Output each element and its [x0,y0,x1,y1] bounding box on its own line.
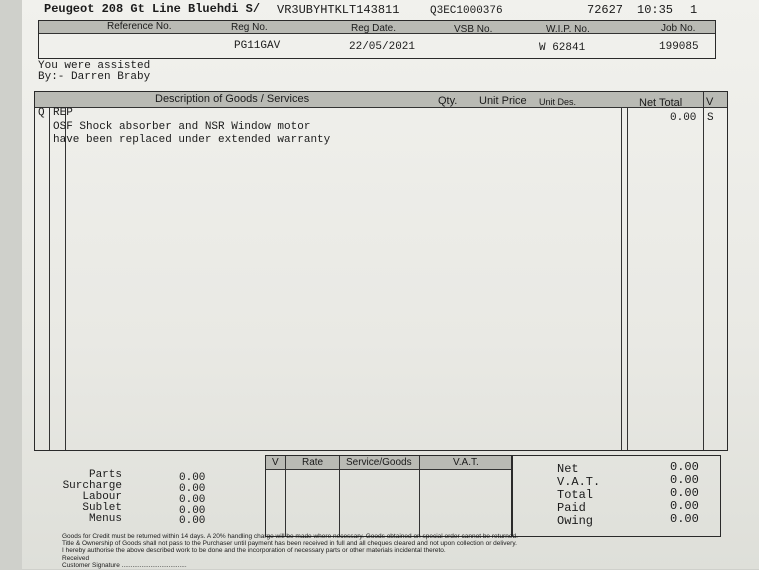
paid-label: Paid [557,501,586,515]
qty-header: Qty. [438,95,458,107]
desc-header: Description of Goods / Services [155,93,310,105]
unit-des-header: Unit Des. [539,97,577,107]
parts-label: Parts [88,469,122,481]
footer-terms-3: I hereby authorise the above described work to be done and the incorporation of necessary parts or other materials incidental thereto. [62,547,446,554]
vat-value: 0.00 [670,473,699,487]
surcharge-label: Surcharge [62,480,122,492]
sublet-label: Sublet [82,502,122,514]
vat-v-header: V [272,457,279,468]
net-value: 0.00 [670,460,699,474]
vehicle-time: 10:35 [637,3,674,17]
unit-price-header: Unit Price [479,95,527,107]
job-label: Job No. [661,23,696,34]
line-text-1: OSF Shock absorber and NSR Window motor [53,121,311,133]
vehicle-code: Q3EC1000376 [430,5,503,17]
vat-label: V.A.T. [557,475,601,489]
marker-column-line [49,107,50,450]
vehicle-description: Peugeot 208 Gt Line Bluehdi S/ [44,2,261,16]
vehicle-number: 72627 [587,3,624,17]
footer-terms-2: Title & Ownership of Goods shall not pass to the Purchaser until payment has been received in full and all cheques cleared and not upon collection or delivery. [62,540,517,547]
vat-table [265,455,513,537]
totals-box [511,455,721,537]
reference-label: Reference No. [107,21,172,32]
vat-col-line-1 [285,456,286,536]
vat-service-goods-header: Service/Goods [346,457,412,468]
paid-value: 0.00 [670,499,699,513]
reference-box [38,20,716,59]
total-value: 0.00 [670,486,699,500]
assisted-line: You were assisted [38,60,151,72]
total-label: Total [557,488,594,502]
job-value: 199085 [659,41,699,53]
customer-signature-label: Customer Signature .................................... [62,562,187,569]
menus-label: Menus [88,513,122,525]
v-left-line [703,92,704,450]
line-marker: Q [38,107,45,119]
wip-label: W.I.P. No. [546,24,590,35]
labour-label: Labour [82,491,122,503]
vat-rate-header: Rate [302,457,324,468]
description-header-bar [35,92,727,108]
vat-col-line-3 [419,456,420,536]
sublet-value: 0.00 [179,505,206,517]
net-total-header: Net Total [639,97,683,109]
menus-value: 0.00 [179,515,206,527]
assisted-by-line: By:- Darren Braby [38,71,151,83]
footer-terms-1: Goods for Credit must be returned within 14 days. A 20% handling charge will be made where necessary. Goods obtained on special order cannot be returned. [62,533,518,540]
vat-col-line-2 [339,456,340,536]
page-number: 1 [690,3,698,17]
owing-value: 0.00 [670,512,699,526]
owing-label: Owing [557,514,594,528]
reg-value: PG11GAV [234,40,281,52]
unit-right-line [621,107,622,450]
vsb-label: VSB No. [454,24,493,35]
line-vat-code: S [707,112,714,124]
desc-left-line [65,107,66,450]
net-label: Net [557,462,579,476]
received-label: Received [62,555,90,562]
line-net-value: 0.00 [670,112,697,124]
reg-label: Reg No. [231,22,268,33]
vat-vat-header: V.A.T. [453,457,479,468]
v-header: V [706,96,714,108]
line-code: REP [53,107,73,119]
wip-value: W 62841 [539,42,586,54]
line-text-2: have been replaced under extended warranty [53,134,331,146]
invoice-paper [22,0,759,569]
labour-value: 0.00 [179,494,206,506]
net-left-line [627,107,628,450]
description-table [34,91,728,451]
reg-date-value: 22/05/2021 [349,41,416,53]
reg-date-label: Reg Date. [351,23,397,34]
vehicle-vin: VR3UBYHTKLT143811 [277,3,400,17]
surcharge-value: 0.00 [179,483,206,495]
parts-value: 0.00 [179,472,206,484]
